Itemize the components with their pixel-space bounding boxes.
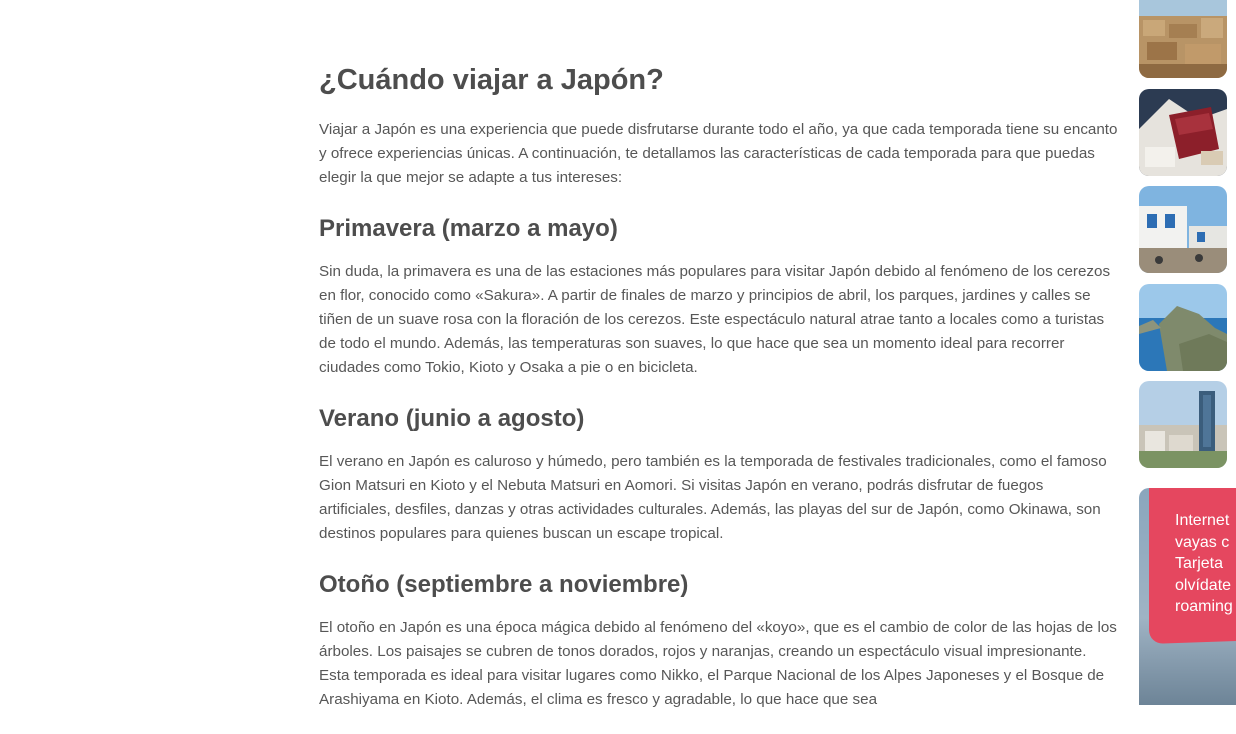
ad-text — [1175, 510, 1236, 618]
ad-line: olvídate — [1175, 576, 1232, 594]
related-post-thumbnail-1[interactable] — [1139, 0, 1227, 78]
related-post-thumbnail-5[interactable] — [1139, 381, 1227, 468]
section-body-spring: Sin duda, la primavera es una de las estaciones más populares para visitar Japón debido al fenómeno de los cerezos en flor, conocido como «Sakura». A partir de finales de marzo y principios de abril, los parques, jardines y calles se tiñen de un suave rosa con la floración de los cerezos. Este espectáculo natural atrae tanto a locales como a turistas de todo el mundo. Además, las temperaturas son suaves, lo que hace que sea un momento ideal para recorrer ciudades como Tokio, Kioto y Osaka a pie o en bicicleta. — [319, 263, 1111, 376]
related-post-thumbnail-3[interactable] — [1139, 186, 1227, 273]
article-intro: Viajar a Japón es una experiencia que puede disfrutarse durante todo el año, ya que cada temporada tiene su encanto y ofrece experiencias únicas. A continuación, te detallamos las características de cada temporada para que puedas elegir la que mejor se adapte a tus intereses: — [319, 121, 1118, 186]
related-post-thumbnail-2[interactable] — [1139, 89, 1227, 176]
desert-town-image — [1139, 0, 1227, 78]
section-heading-spring: Primavera (marzo a mayo) — [319, 215, 618, 242]
ad-line: Internet — [1175, 512, 1230, 529]
article — [319, 58, 1119, 734]
article-title: ¿Cuándo viajar a Japón? — [319, 64, 664, 96]
ad-line: Tarjeta — [1175, 555, 1224, 572]
section-heading-autumn: Otoño (septiembre a noviembre) — [319, 571, 689, 598]
section-body-summer: El verano en Japón es caluroso y húmedo, pero también es la temporada de festivales tradicionales, como el famoso Gion Matsuri en Kioto y el Nebuta Matsuri en Aomori. Si visitas Japón en verano, podrás disfrutar de fuegos artificiales, desfiles, danzas y otras actividades culturales. Además, las playas del sur de Japón, como Okinawa, son destinos populares para quienes buscan un escape tropical. — [319, 453, 1107, 542]
city-skyline-image — [1139, 381, 1227, 468]
ad-line: roaming — [1175, 598, 1233, 615]
sea-cliffs-image — [1139, 284, 1227, 371]
passport-image — [1139, 89, 1227, 176]
section-body-autumn: El otoño en Japón es una época mágica debido al fenómeno del «koyo», que es el cambio de color de las hojas de los árboles. Los paisajes se cubren de tonos dorados, rojos y naranjas, creando un espectáculo visual impresionante. Esta temporada es ideal para visitar lugares como Nikko, el Parque Nacional de los Alpes Japoneses y el Bosque de Arashiyama en Kioto. Además, el clima es fresco y agradable, lo que hace que sea — [319, 619, 1117, 708]
sidebar-related-posts — [1139, 0, 1236, 705]
ad-line: vayas c — [1175, 533, 1230, 551]
promo-ad-banner[interactable] — [1139, 488, 1236, 705]
coastal-village-image — [1139, 186, 1227, 273]
section-heading-summer: Verano (junio a agosto) — [319, 405, 585, 432]
related-post-thumbnail-4[interactable] — [1139, 284, 1227, 371]
